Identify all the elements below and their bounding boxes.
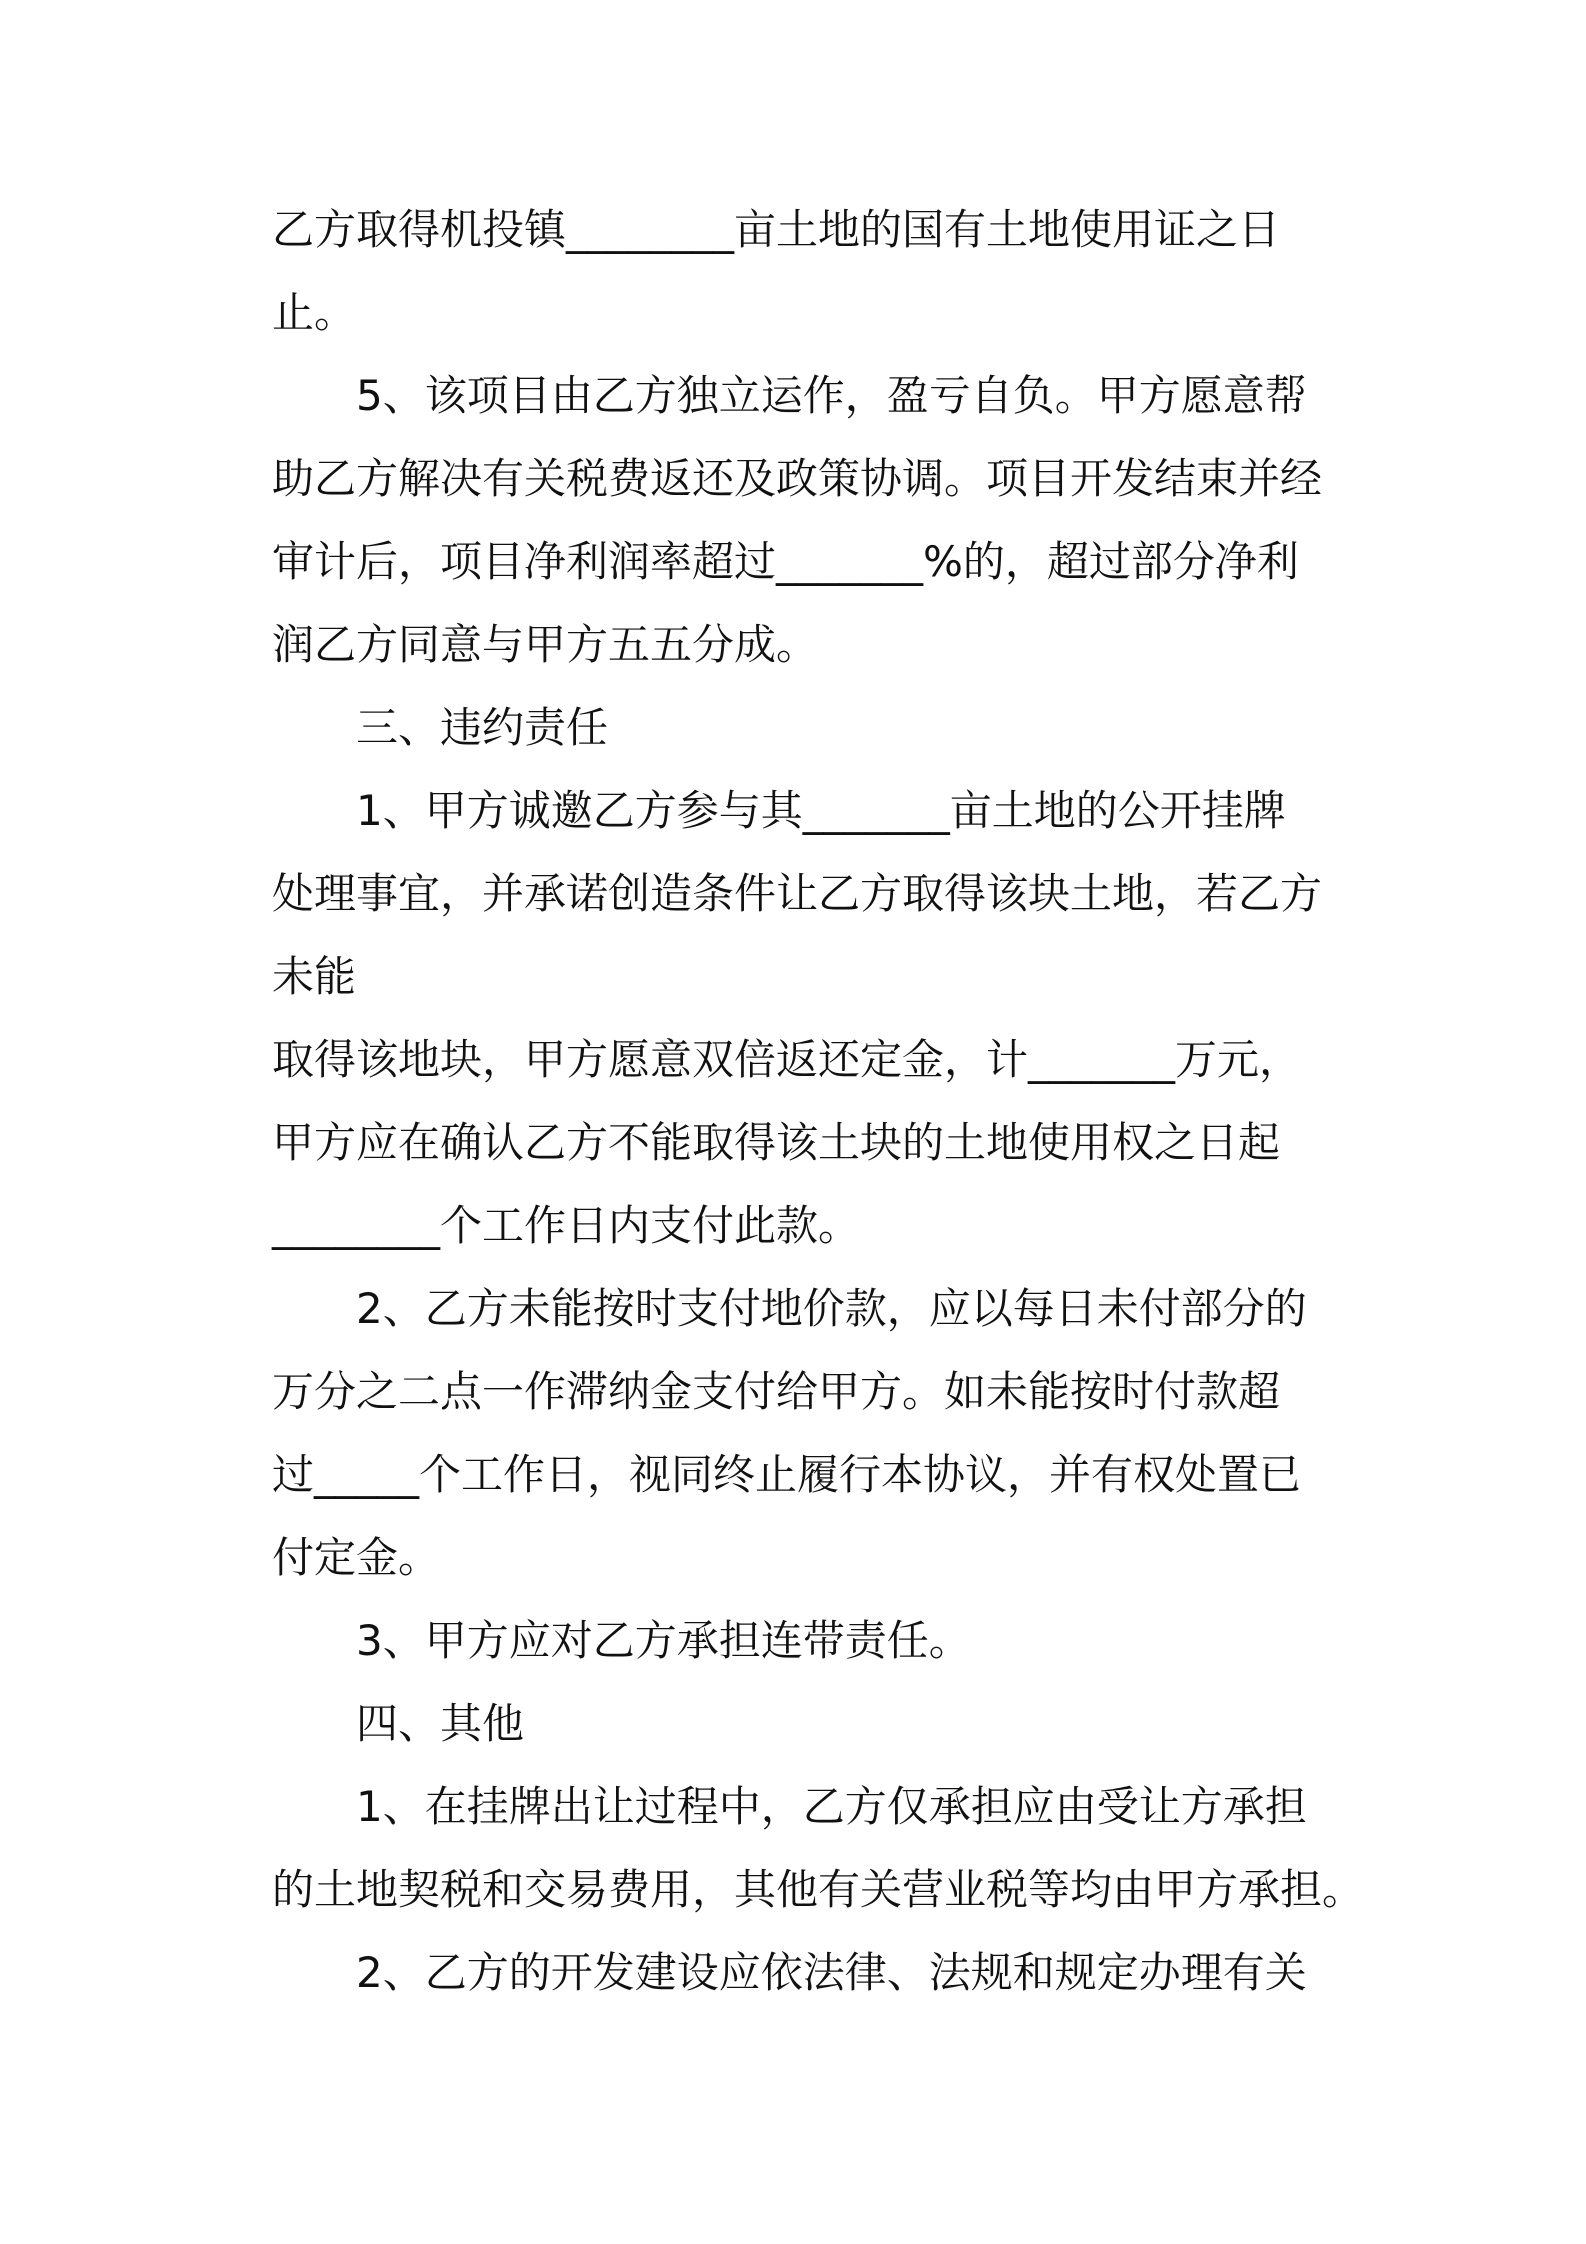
text-line: 的土地契税和交易费用，其他有关营业税等均由甲方承担。	[272, 1865, 1365, 1914]
text-line: 助乙方解决有关税费返还及政策协调。项目开发结束并经	[272, 454, 1323, 503]
text-line: 过_____个工作日，视同终止履行本协议，并有权处置已	[272, 1450, 1302, 1499]
text-line: 甲方应在确认乙方不能取得该土块的土地使用权之日起	[272, 1118, 1281, 1167]
text-line: 乙方取得机投镇________亩土地的国有土地使用证之日	[272, 205, 1281, 254]
section-heading: 三、违约责任	[356, 703, 609, 752]
text-line: 万分之二点一作滞纳金支付给甲方。如未能按时付款超	[272, 1367, 1281, 1416]
text-line: 1、在挂牌出让过程中，乙方仅承担应由受让方承担	[356, 1782, 1307, 1831]
text-line: 处理事宜，并承诺创造条件让乙方取得该块土地，若乙方	[272, 869, 1323, 918]
text-line: 取得该地块，甲方愿意双倍返还定金，计_______万元，	[272, 1035, 1302, 1084]
text-line: 5、该项目由乙方独立运作，盈亏自负。甲方愿意帮	[356, 371, 1307, 420]
section-heading: 四、其他	[356, 1699, 525, 1748]
text-line: 润乙方同意与甲方五五分成。	[272, 620, 819, 669]
text-line: 1、甲方诚邀乙方参与其_______亩土地的公开挂牌	[356, 786, 1286, 835]
text-line: 3、甲方应对乙方承担连带责任。	[356, 1616, 971, 1665]
text-line: 止。	[272, 288, 357, 337]
text-line: 付定金。	[272, 1533, 441, 1582]
text-line: 2、乙方的开发建设应依法律、法规和规定办理有关	[356, 1948, 1307, 1997]
text-line: 2、乙方未能按时支付地价款，应以每日未付部分的	[356, 1284, 1307, 1333]
text-line: 审计后，项目净利润率超过_______%的，超过部分净利	[272, 537, 1299, 586]
text-line: 未能	[272, 952, 357, 1001]
text-line: ________个工作日内支付此款。	[272, 1201, 861, 1250]
